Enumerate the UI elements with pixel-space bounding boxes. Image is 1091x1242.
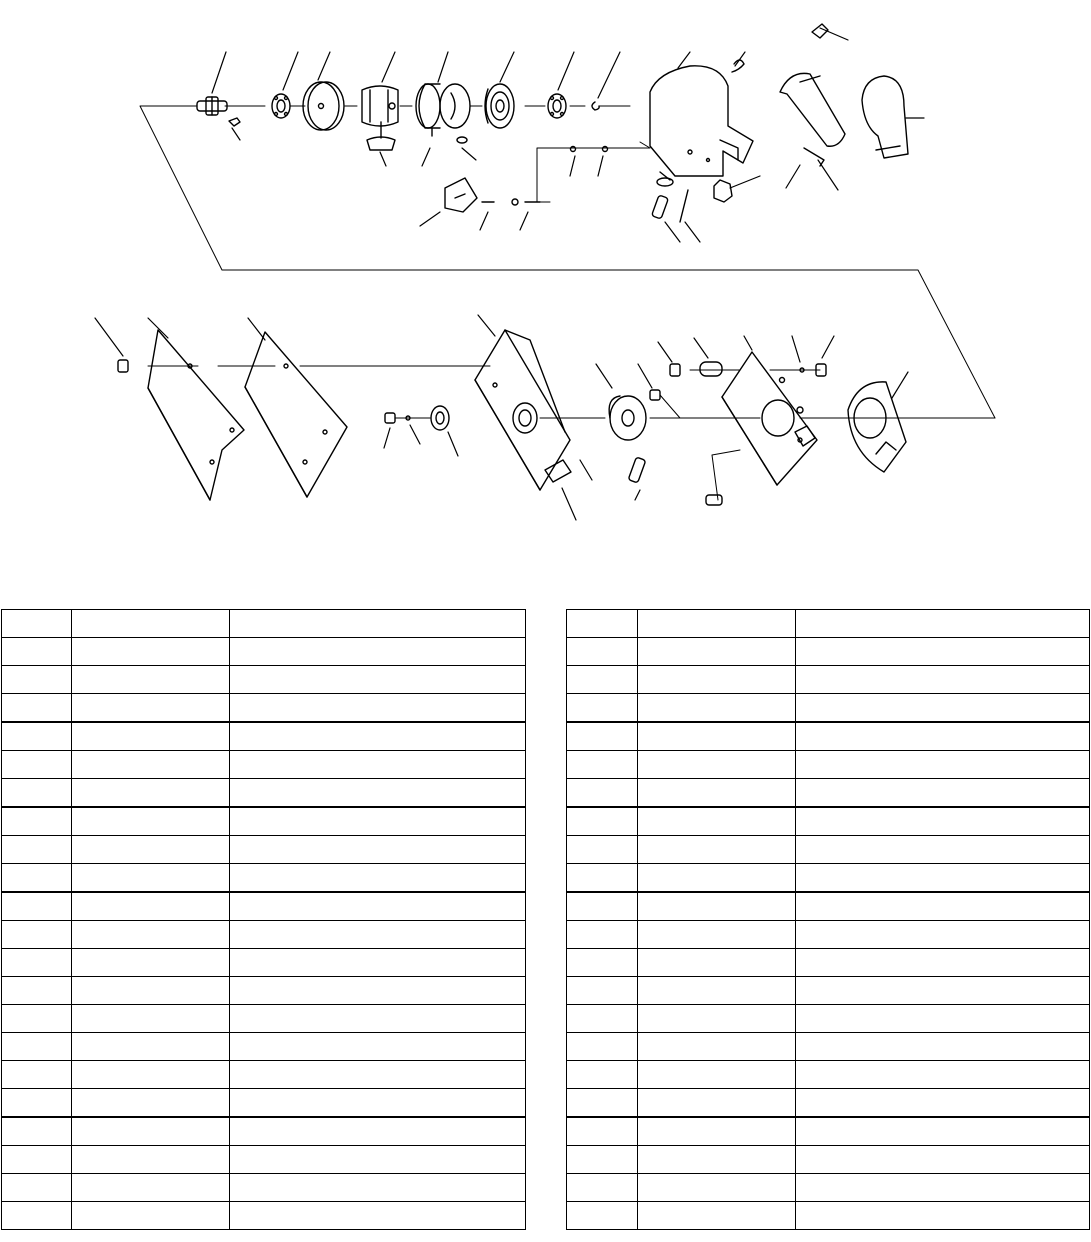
parts-row <box>2 1061 526 1089</box>
part-ref-cell <box>2 921 72 949</box>
part-number-cell <box>72 1202 230 1230</box>
part-number-cell <box>638 977 796 1005</box>
part-ref-cell <box>2 1061 72 1089</box>
part-number-cell <box>72 864 230 893</box>
part-number-cell <box>638 666 796 694</box>
part-number-cell <box>72 1117 230 1146</box>
part-number-cell <box>638 1202 796 1230</box>
parts-row <box>2 610 526 638</box>
part-ref-cell <box>567 1174 638 1202</box>
part-ref-cell <box>567 949 638 977</box>
part-description-cell <box>230 977 526 1005</box>
parts-row <box>2 722 526 751</box>
part-ref-cell <box>567 977 638 1005</box>
part-description-cell <box>230 892 526 921</box>
part-number-cell <box>638 1146 796 1174</box>
bearing-part <box>272 94 290 118</box>
part-ref-cell <box>567 722 638 751</box>
part-number-cell <box>638 1174 796 1202</box>
part-ref-cell <box>567 694 638 723</box>
part-ref-cell <box>2 1089 72 1118</box>
part-ref-cell <box>2 977 72 1005</box>
parts-row <box>567 666 1090 694</box>
parts-row <box>567 977 1090 1005</box>
part-description-cell <box>230 694 526 723</box>
parts-row <box>2 1005 526 1033</box>
assembly-centerline <box>140 106 995 500</box>
part-description-cell <box>230 949 526 977</box>
part-ref-cell <box>2 722 72 751</box>
parts-row <box>567 638 1090 666</box>
parts-row <box>567 1033 1090 1061</box>
parts-row <box>567 892 1090 921</box>
parts-row <box>567 1005 1090 1033</box>
part-number-cell <box>638 751 796 779</box>
parts-row <box>2 836 526 864</box>
part-ref-cell <box>567 1033 638 1061</box>
bearing-part <box>548 94 566 118</box>
part-ref-cell <box>567 610 638 638</box>
part-description-cell <box>796 694 1090 723</box>
part-ref-cell <box>2 836 72 864</box>
part-description-cell <box>230 836 526 864</box>
parts-row <box>2 807 526 836</box>
part-description-cell <box>230 1174 526 1202</box>
part-number-cell <box>638 779 796 808</box>
counterweight-part <box>609 396 646 483</box>
part-description-cell <box>230 1202 526 1230</box>
end-plate-part <box>303 82 344 130</box>
part-description-cell <box>230 807 526 836</box>
base-pad-part <box>148 330 244 500</box>
parts-row <box>567 1202 1090 1230</box>
abrasive-sheet-part <box>245 332 347 497</box>
part-number-cell <box>72 722 230 751</box>
part-ref-cell <box>2 666 72 694</box>
part-description-cell <box>796 1033 1090 1061</box>
throttle-part <box>445 178 540 212</box>
parts-row <box>567 1146 1090 1174</box>
part-description-cell <box>796 779 1090 808</box>
rotor-part <box>362 86 398 150</box>
part-description-cell <box>230 1005 526 1033</box>
part-description-cell <box>796 1117 1090 1146</box>
platen-part <box>475 330 571 490</box>
part-number-cell <box>72 638 230 666</box>
part-number-cell <box>72 1005 230 1033</box>
parts-row <box>567 722 1090 751</box>
parts-row <box>2 949 526 977</box>
parts-row <box>2 666 526 694</box>
parts-row <box>2 1174 526 1202</box>
part-number-cell <box>72 610 230 638</box>
part-ref-cell <box>567 864 638 893</box>
parts-row <box>567 751 1090 779</box>
parts-row <box>2 779 526 808</box>
part-description-cell <box>230 1117 526 1146</box>
part-ref-cell <box>567 1202 638 1230</box>
part-ref-cell <box>567 1117 638 1146</box>
parts-row <box>2 1202 526 1230</box>
part-description-cell <box>796 892 1090 921</box>
part-description-cell <box>796 864 1090 893</box>
part-ref-cell <box>2 751 72 779</box>
part-ref-cell <box>567 1061 638 1089</box>
parts-row <box>567 921 1090 949</box>
part-ref-cell <box>567 1089 638 1118</box>
lower-fasteners <box>118 360 826 505</box>
part-description-cell <box>230 1089 526 1118</box>
part-ref-cell <box>567 751 638 779</box>
part-number-cell <box>638 836 796 864</box>
part-number-cell <box>72 921 230 949</box>
part-ref-cell <box>2 1033 72 1061</box>
part-description-cell <box>796 1146 1090 1174</box>
parts-row <box>2 892 526 921</box>
parts-row <box>567 610 1090 638</box>
part-description-cell <box>796 638 1090 666</box>
part-description-cell <box>796 921 1090 949</box>
part-ref-cell <box>2 864 72 893</box>
parts-row <box>567 1061 1090 1089</box>
part-number-cell <box>72 1033 230 1061</box>
guard-part <box>780 24 845 166</box>
part-description-cell <box>796 610 1090 638</box>
part-description-cell <box>230 1146 526 1174</box>
part-ref-cell <box>2 1117 72 1146</box>
part-number-cell <box>72 892 230 921</box>
part-number-cell <box>638 610 796 638</box>
part-description-cell <box>796 722 1090 751</box>
part-description-cell <box>796 1061 1090 1089</box>
part-description-cell <box>230 751 526 779</box>
part-number-cell <box>72 836 230 864</box>
part-description-cell <box>796 949 1090 977</box>
part-number-cell <box>638 722 796 751</box>
part-description-cell <box>230 638 526 666</box>
parts-row <box>567 779 1090 808</box>
part-number-cell <box>638 807 796 836</box>
part-number-cell <box>72 1061 230 1089</box>
part-ref-cell <box>2 892 72 921</box>
part-description-cell <box>230 610 526 638</box>
part-ref-cell <box>567 638 638 666</box>
part-ref-cell <box>567 1005 638 1033</box>
part-description-cell <box>230 722 526 751</box>
part-description-cell <box>230 864 526 893</box>
part-number-cell <box>638 1061 796 1089</box>
part-ref-cell <box>2 610 72 638</box>
parts-row <box>2 1146 526 1174</box>
shaft-part <box>197 97 240 126</box>
part-description-cell <box>230 779 526 808</box>
shroud-part <box>848 382 906 472</box>
part-ref-cell <box>2 807 72 836</box>
part-number-cell <box>638 949 796 977</box>
parts-row <box>567 694 1090 723</box>
parts-row <box>2 694 526 723</box>
part-description-cell <box>796 1005 1090 1033</box>
parts-row <box>567 1174 1090 1202</box>
part-description-cell <box>230 1061 526 1089</box>
part-number-cell <box>638 892 796 921</box>
snap-ring-part <box>592 102 599 110</box>
housing-part <box>650 60 753 202</box>
part-description-cell <box>796 751 1090 779</box>
callout-leaders <box>95 28 924 520</box>
part-description-cell <box>796 807 1090 836</box>
part-description-cell <box>796 1089 1090 1118</box>
part-number-cell <box>638 1117 796 1146</box>
part-number-cell <box>72 1146 230 1174</box>
part-number-cell <box>72 666 230 694</box>
part-description-cell <box>796 1174 1090 1202</box>
part-number-cell <box>638 1005 796 1033</box>
part-ref-cell <box>2 638 72 666</box>
part-ref-cell <box>2 779 72 808</box>
deflector-part <box>862 76 908 158</box>
part-number-cell <box>72 1089 230 1118</box>
part-ref-cell <box>567 836 638 864</box>
part-number-cell <box>638 694 796 723</box>
parts-table-right <box>566 609 1090 1230</box>
part-ref-cell <box>567 892 638 921</box>
part-number-cell <box>72 751 230 779</box>
parts-row <box>2 1033 526 1061</box>
part-number-cell <box>72 949 230 977</box>
part-description-cell <box>230 921 526 949</box>
part-description-cell <box>796 1202 1090 1230</box>
parts-row <box>2 638 526 666</box>
exploded-parts-diagram <box>0 0 1091 560</box>
part-ref-cell <box>2 949 72 977</box>
part-number-cell <box>638 1089 796 1118</box>
parts-row <box>567 836 1090 864</box>
part-description-cell <box>230 1033 526 1061</box>
cylinder-part <box>416 84 470 143</box>
part-ref-cell <box>567 1146 638 1174</box>
part-number-cell <box>72 694 230 723</box>
parts-row <box>2 921 526 949</box>
parts-row <box>567 807 1090 836</box>
parts-row <box>2 1089 526 1118</box>
parts-row <box>2 977 526 1005</box>
part-number-cell <box>638 638 796 666</box>
parts-row <box>567 1117 1090 1146</box>
part-ref-cell <box>567 807 638 836</box>
part-description-cell <box>796 977 1090 1005</box>
parts-row <box>2 751 526 779</box>
part-number-cell <box>72 779 230 808</box>
part-ref-cell <box>567 666 638 694</box>
part-description-cell <box>796 666 1090 694</box>
parts-row <box>567 864 1090 893</box>
rear-plate-part <box>485 84 514 128</box>
parts-row <box>2 1117 526 1146</box>
small-pins <box>571 147 689 223</box>
part-number-cell <box>638 864 796 893</box>
part-ref-cell <box>2 1005 72 1033</box>
part-number-cell <box>72 977 230 1005</box>
part-ref-cell <box>2 1174 72 1202</box>
part-description-cell <box>230 666 526 694</box>
part-number-cell <box>72 807 230 836</box>
parts-row <box>2 864 526 893</box>
parts-row <box>567 1089 1090 1118</box>
part-ref-cell <box>2 694 72 723</box>
parts-table-left <box>1 609 526 1230</box>
part-ref-cell <box>2 1146 72 1174</box>
part-description-cell <box>796 836 1090 864</box>
part-number-cell <box>638 1033 796 1061</box>
part-ref-cell <box>567 921 638 949</box>
part-ref-cell <box>567 779 638 808</box>
parts-row <box>567 949 1090 977</box>
part-number-cell <box>638 921 796 949</box>
part-number-cell <box>72 1174 230 1202</box>
part-ref-cell <box>2 1202 72 1230</box>
